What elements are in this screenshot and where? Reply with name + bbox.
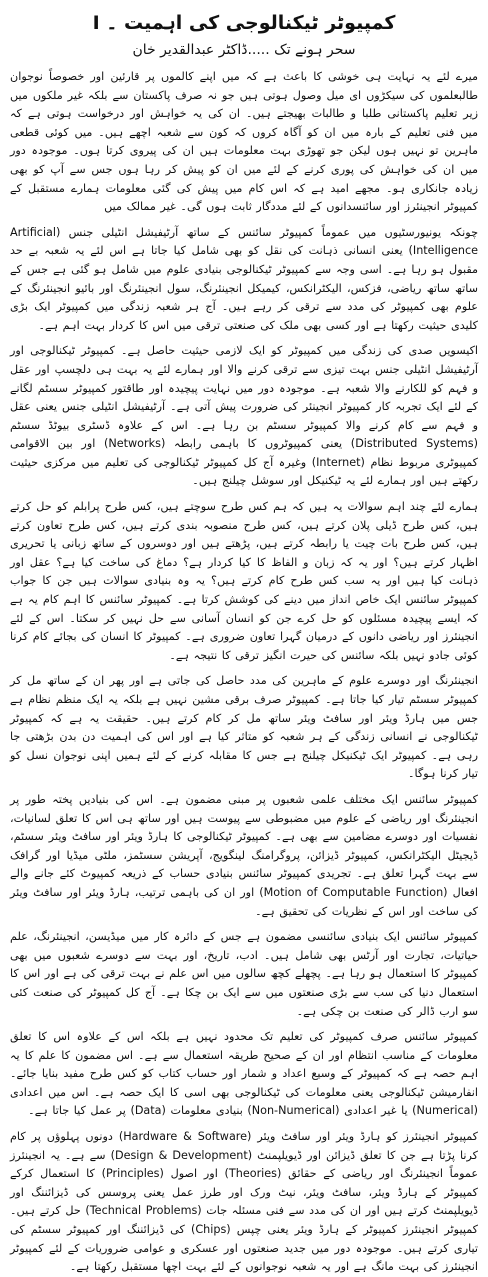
- article-paragraph: اکیسویں صدی کی زندگی میں کمپیوٹر کو ایک لازمی حیثیت حاصل ہے۔ کمپیوٹر ٹیکنالوجی اور آرٹیفیشل انٹیلی جنس بہت تیزی سے ترقی کرنے والا اور ہمارے لئے یہ بہت ہی دلچسپ اور عقل و فہم کو للکارنے والا شعبہ ہے۔ موجودہ دور میں نہایت پیچیدہ اور طاقتور کمپیوٹر سسٹم لگانے کے لئے ایک تجربہ کار کمپیوٹر انجینئر کی ضرورت پیش آتی ہے۔ آرٹیفیشل انٹیلی جنس یعنی عقل و فہم سے کام کرنے والا کمپیوٹر سسٹم بن رہا ہے۔ اس کے علاوہ ڈسٹری بیوٹڈ سسٹم (Distributed Systems) یعنی کمپیوٹروں کا باہمی رابطہ (Networks) اور بین الاقوامی کمپیوٹری مربوط نظام (Internet) وغیرہ آج کل کمپیوٹر ٹیکنالوجی کی تعلیم میں مرکزی حیثیت رکھتے ہیں اور ہمارے لئے یہ ٹیکنیکل اور سوشل چیلنج ہیں۔: [10, 344, 479, 488]
- article-paragraph: انجینئرنگ اور دوسرے علوم کے ماہرین کی مدد حاصل کی جاتی ہے اور پھر ان کے ساتھ مل کر کمپیوٹر سسٹم تیار کیا جاتا ہے۔ کمپیوٹر صرف برقی مشین نہیں ہے بلکہ یہ ایک منظم نظام ہے جس میں ہارڈ ویئر اور سافٹ ویئر ساتھ مل کر کام کرتے ہیں۔ حقیقت یہ ہے کہ کمپیوٹر ٹیکنالوجی نے انسانی زندگی کے ہر شعبہ کو متاثر کیا ہے اور اس کی اہمیت دن بدن بڑھتی جا رہی ہے۔ کمپیوٹر ایک ٹیکنیکل چیلنج ہے جس کا مقابلہ کرنے کے لئے ہمیں اپنی نوجوان نسل کو تیار کرنا ہوگا۔: [10, 674, 478, 781]
- article-paragraph: میرے لئے یہ نہایت ہی خوشی کا باعث ہے کہ میں اپنے کالموں پر قارئین اور خصوصاً نوجوان طالبعلموں کی سیکڑوں ای میل وصول ہوتی ہیں جو نہ صرف پاکستان سے بلکہ غیر ملکوں میں زیر تعلیم پاکستانی طلبا و طالبات بھیجتے ہیں۔ ان کی یہ خواہش اور درخواست ہوتی ہے کہ میں فنی تعلیم کے بارہ میں ان کو آگاہ کروں کہ کون سے شعبہ اچھے ہیں۔ میں کوئی قطعی ماہرین تو نہیں ہوں لیکن جو تھوڑی بہت معلومات ہیں ان کی پیروی کرتا ہوں۔ موجودہ دور میں ان کی خواہش کی پوری کرنے کے لئے میں ان کو پیش کر رہا ہوں جس سے آپ کو بھی زیادہ جانکاری ہو۔ مجھے امید ہے کہ اس کام میں پیش کی گئی معلومات ہمارے مستقبل کے کمپیوٹر انجینئرز اور سائنسدانوں کے لئے مددگار ثابت ہوں گی۔ غیر ممالک میں: [10, 70, 478, 214]
- article-paragraph: کمپیوٹر سائنس ایک بنیادی سائنسی مضمون ہے جس کے دائرہ کار میں میڈیسن، انجینئرنگ، علم حیاتیات، تجارت اور آرٹس بھی شامل ہیں۔ ادب، تاریخ، اور بہت سے دوسرے شعبوں میں بھی کمپیوٹر کا استعمال ہو رہا ہے۔ پچھلے کچھ سالوں میں اس علم نے بہت ترقی کی ہے اور اس کا استعمال دنیا کی سب سے بڑی صنعتوں میں سے ایک بن چکا ہے۔ آج کل کمپیوٹر کی صنعت کئی سو ارب ڈالر کی صنعت بن چکی ہے۔: [10, 930, 478, 1018]
- article-paragraph: کمپیوٹر سائنس ایک مختلف علمی شعبوں پر مبنی مضمون ہے۔ اس کی بنیادیں پختہ طور پر انجینئرنگ اور ریاضی کے علوم میں مضبوطی سے پیوست ہیں اور ساتھ ہی اس کا تعلق لسانیات، نفسیات اور دوسرے مضامین سے بھی ہے۔ کمپیوٹر ٹیکنالوجی کا ہارڈ ویئر اور سافٹ ویئر سسٹم، ڈیجیٹل الیکٹرانکس، کمپیوٹر ڈیزائن، پروگرامنگ لینگویج، آپریشن سسٹمز، ملٹی میڈیا اور گرافک سے بہت گہرا تعلق ہے۔ تجریدی کمپیوٹر سائنس بنیادی حساب کے ذریعہ کمپیوٹ کئے جانے والے افعال (Motion of Computable Function) اور ان کی باہمی ترتیب، ہارڈ ویئر اور سافٹ ویئر کی ساخت اور اس کے نظریات کی تحقیق ہے۔: [10, 792, 478, 918]
- article-byline: سحر ہونے تک .....ڈاکٹر عبدالقدیر خان: [132, 42, 356, 58]
- article-paragraph: کمپیوٹر انجینئرز کو ہارڈ ویئر اور سافٹ ویئر (Hardware & Software) دونوں پہلوؤں پر کام کرنا پڑتا ہے جن کا تعلق ڈیزائن اور ڈیویلپمنٹ (Design & Development) سے ہے۔ یہ انجینئرز عموماً انجینئرنگ اور ریاضی کے حقائق (Theories) اور اصول (Principles) کا استعمال کرکے کمپیوٹر کے ہارڈ ویئر، سافٹ ویئر، نیٹ ورک اور طرز عمل یعنی پروسس کی ڈیزائننگ اور ڈیویلپمنٹ کرتے ہیں اور ان کی مدد سے فنی مسئلہ جات (Technical Problems) حل کرتے ہیں۔ کمپیوٹر انجینئرز کمپیوٹر کے ہارڈ ویئر یعنی چپس (Chips) کی ڈیزائننگ اور کمپیوٹر سسٹم کی تیاری کرتے ہیں۔ موجودہ دور میں جدید صنعتوں اور عسکری و عوامی ضروریات کے لئے کمپیوٹر انجینئرز کی بہت مانگ ہے اور یہ شعبہ نوجوانوں کے لئے بہت اچھا مستقبل رکھتا ہے۔: [10, 1130, 479, 1274]
- article-paragraph: ہمارے لئے چند اہم سوالات یہ ہیں کہ ہم کس طرح سوچتے ہیں، کس طرح پرابلم کو حل کرتے ہیں، کس طرح ڈیلی پلان کرتے ہیں، کس طرح منصوبہ بندی کرتے ہیں، کس طرح تعاون کرتے ہیں، کس طرح بات چیت یا رابطہ کرتے ہیں، پڑھتے ہیں اور دوسروں کے ساتھ زبانی یا تحریری اظہار کرتے ہیں؟ اور یہ کہ زبان و الفاظ کا کیا کردار ہے؟ دماغ کی ساخت کیا ہے؟ عقل اور ذہانت کیا ہیں اور یہ سب کس طرح کام کرتے ہیں؟ یہ وہ بنیادی سوالات ہیں جن کا جواب کمپیوٹر سائنس ایک خاص انداز میں دینے کی کوشش کرتا ہے۔ کمپیوٹر سائنس کا اہم کام یہ ہے کہ ایسے پیچیدہ مسئلوں کو حل کرے جن کو انسان آسانی سے حل نہیں کر سکتا۔ اس کے لئے انجینئرز اور ریاضی دانوں کے درمیان گہرا تعاون ضروری ہے۔ کمپیوٹر کا انسان کی بجائے کام کرنا کوئی جادو نہیں بلکہ سائنس کی حیرت انگیز ترقی کا نتیجہ ہے۔: [10, 500, 478, 662]
- article-body: [10, 68, 478, 1277]
- article-paragraph: کمپیوٹر سائنس صرف کمپیوٹر کی تعلیم تک محدود نہیں ہے بلکہ اس کے علاوہ اس کا تعلق معلومات کے مناسب انتظام اور ان کے صحیح طریقہ استعمال سے ہے۔ اس مضمون کا علم کا یہ اہم حصہ ہے کہ کمپیوٹر کے وسیع اعداد و شمار اور حساب کتاب کو کس طرح مفید بنایا جائے۔ انفارمیشن ٹیکنالوجی یعنی معلومات کی ٹیکنالوجی بھی اسی کا ایک حصہ ہے۔ اس میں اعدادی (Numerical) یا غیر اعدادی (Non-Numerical) بنیادی معلومات (Data) پر عمل کیا جاتا ہے۔: [10, 1030, 478, 1118]
- article-paragraph: چونکہ یونیورسٹیوں میں عموماً کمپیوٹر سائنس کے ساتھ آرٹیفیشل انٹیلی جنس (Artificial Intelligence) یعنی انسانی ذہانت کی نقل کو بھی شامل کیا جاتا ہے اس لئے یہ شعبہ بے حد مقبول ہو رہا ہے۔ اسی وجہ سے کمپیوٹر ٹیکنالوجی بنیادی علوم میں شامل ہو گئی ہے جس کے ساتھ ساتھ ریاضی، فزکس، الیکٹرانکس، کیمیکل انجینئرنگ، سول انجینئرنگ اور بائیو انجینئرنگ کے علوم بھی کمپیوٹر کی مدد سے ترقی کر رہے ہیں۔ آج ہر شعبہ زندگی میں کمپیوٹر ایک بڑی کلیدی حیثیت رکھتا ہے اور کسی بھی ملک کی صنعتی ترقی میں اس کا کردار بہت اہم ہے۔: [10, 225, 478, 332]
- article-title: کمپیوٹر ٹیکنالوجی کی اہمیت ۔ I: [92, 12, 396, 34]
